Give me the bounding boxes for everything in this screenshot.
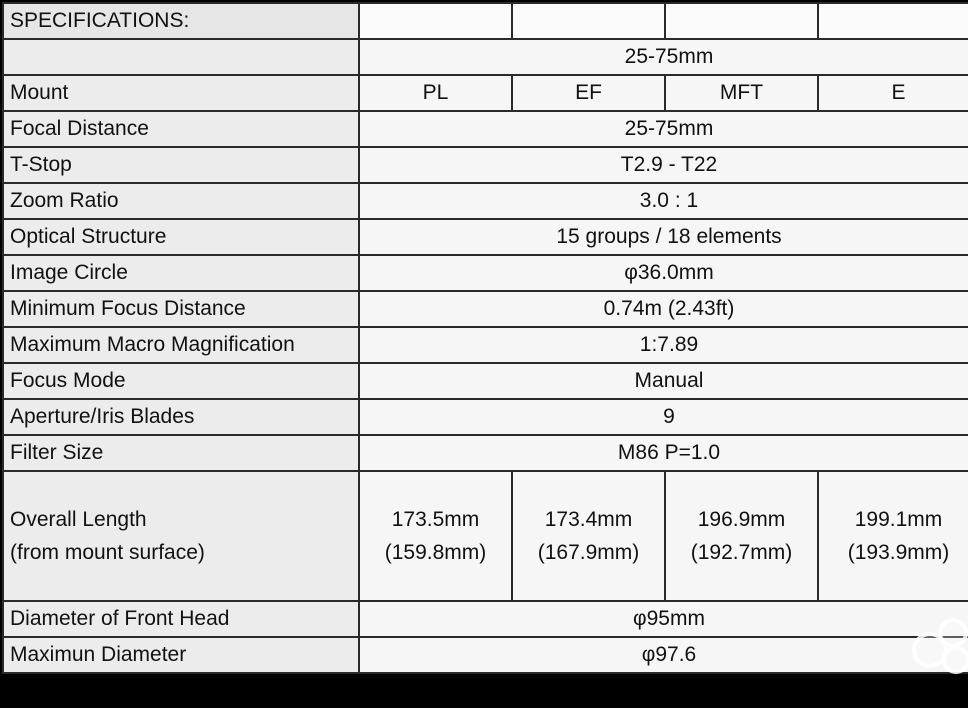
table-row bbox=[3, 363, 968, 399]
spec-value: 3.0 : 1 bbox=[359, 183, 968, 219]
table-row bbox=[3, 183, 968, 219]
spec-value: φ36.0mm bbox=[359, 255, 968, 291]
table-row bbox=[3, 435, 968, 471]
spec-label: Maximum Macro Magnification bbox=[3, 327, 359, 363]
length-subvalue: (192.7mm) bbox=[690, 541, 793, 564]
spec-value: 9 bbox=[359, 399, 968, 435]
mount-mft: MFT bbox=[665, 75, 818, 111]
table-row bbox=[3, 111, 968, 147]
table-row bbox=[3, 399, 968, 435]
spec-value: 15 groups / 18 elements bbox=[359, 219, 968, 255]
spec-value: Manual bbox=[359, 363, 968, 399]
spec-label: Maximun Diameter bbox=[3, 637, 359, 673]
table-title-row bbox=[3, 3, 968, 39]
table-row bbox=[3, 255, 968, 291]
blank-header-cell bbox=[512, 3, 665, 39]
spec-label: T-Stop bbox=[3, 147, 359, 183]
overall-length-row bbox=[3, 471, 968, 601]
spec-label: Zoom Ratio bbox=[3, 183, 359, 219]
model-label-cell bbox=[3, 39, 359, 75]
table-row bbox=[3, 637, 968, 673]
length-value: 173.4mm bbox=[544, 508, 633, 531]
spec-label: Image Circle bbox=[3, 255, 359, 291]
table-row bbox=[3, 601, 968, 637]
spec-value: 25-75mm bbox=[359, 111, 968, 147]
overall-length-label-line2: (from mount surface) bbox=[10, 541, 205, 564]
specifications-table bbox=[2, 2, 968, 674]
spec-value: φ97.6 bbox=[359, 637, 968, 673]
spec-label: Optical Structure bbox=[3, 219, 359, 255]
mount-ef: EF bbox=[512, 75, 665, 111]
spec-label: Filter Size bbox=[3, 435, 359, 471]
blank-header-cell bbox=[665, 3, 818, 39]
overall-length-label-line1: Overall Length bbox=[10, 508, 147, 531]
length-subvalue: (167.9mm) bbox=[537, 541, 640, 564]
spec-label: Focal Distance bbox=[3, 111, 359, 147]
table-row bbox=[3, 219, 968, 255]
mount-e: E bbox=[818, 75, 968, 111]
mount-pl: PL bbox=[359, 75, 512, 111]
overall-length-mft bbox=[665, 471, 818, 601]
spec-label: Focus Mode bbox=[3, 363, 359, 399]
spec-label: Diameter of Front Head bbox=[3, 601, 359, 637]
length-subvalue: (159.8mm) bbox=[384, 541, 487, 564]
table-title: SPECIFICATIONS: bbox=[3, 3, 359, 39]
length-value: 196.9mm bbox=[697, 508, 786, 531]
overall-length-ef bbox=[512, 471, 665, 601]
model-header: 25-75mm bbox=[359, 39, 968, 75]
overall-length-pl bbox=[359, 471, 512, 601]
table-row bbox=[3, 327, 968, 363]
spec-label: Minimum Focus Distance bbox=[3, 291, 359, 327]
spec-label: Aperture/Iris Blades bbox=[3, 399, 359, 435]
table-row bbox=[3, 291, 968, 327]
blank-header-cell bbox=[818, 3, 968, 39]
mount-label: Mount bbox=[3, 75, 359, 111]
spec-value: 1:7.89 bbox=[359, 327, 968, 363]
blank-header-cell bbox=[359, 3, 512, 39]
length-value: 173.5mm bbox=[391, 508, 480, 531]
mount-row bbox=[3, 75, 968, 111]
model-row bbox=[3, 39, 968, 75]
length-subvalue: (193.9mm) bbox=[847, 541, 950, 564]
spec-value: T2.9 - T22 bbox=[359, 147, 968, 183]
table-row bbox=[3, 147, 968, 183]
spec-value: 0.74m (2.43ft) bbox=[359, 291, 968, 327]
spec-value: φ95mm bbox=[359, 601, 968, 637]
overall-length-e bbox=[818, 471, 968, 601]
length-value: 199.1mm bbox=[854, 508, 943, 531]
overall-length-label bbox=[3, 471, 359, 601]
spec-value: M86 P=1.0 bbox=[359, 435, 968, 471]
